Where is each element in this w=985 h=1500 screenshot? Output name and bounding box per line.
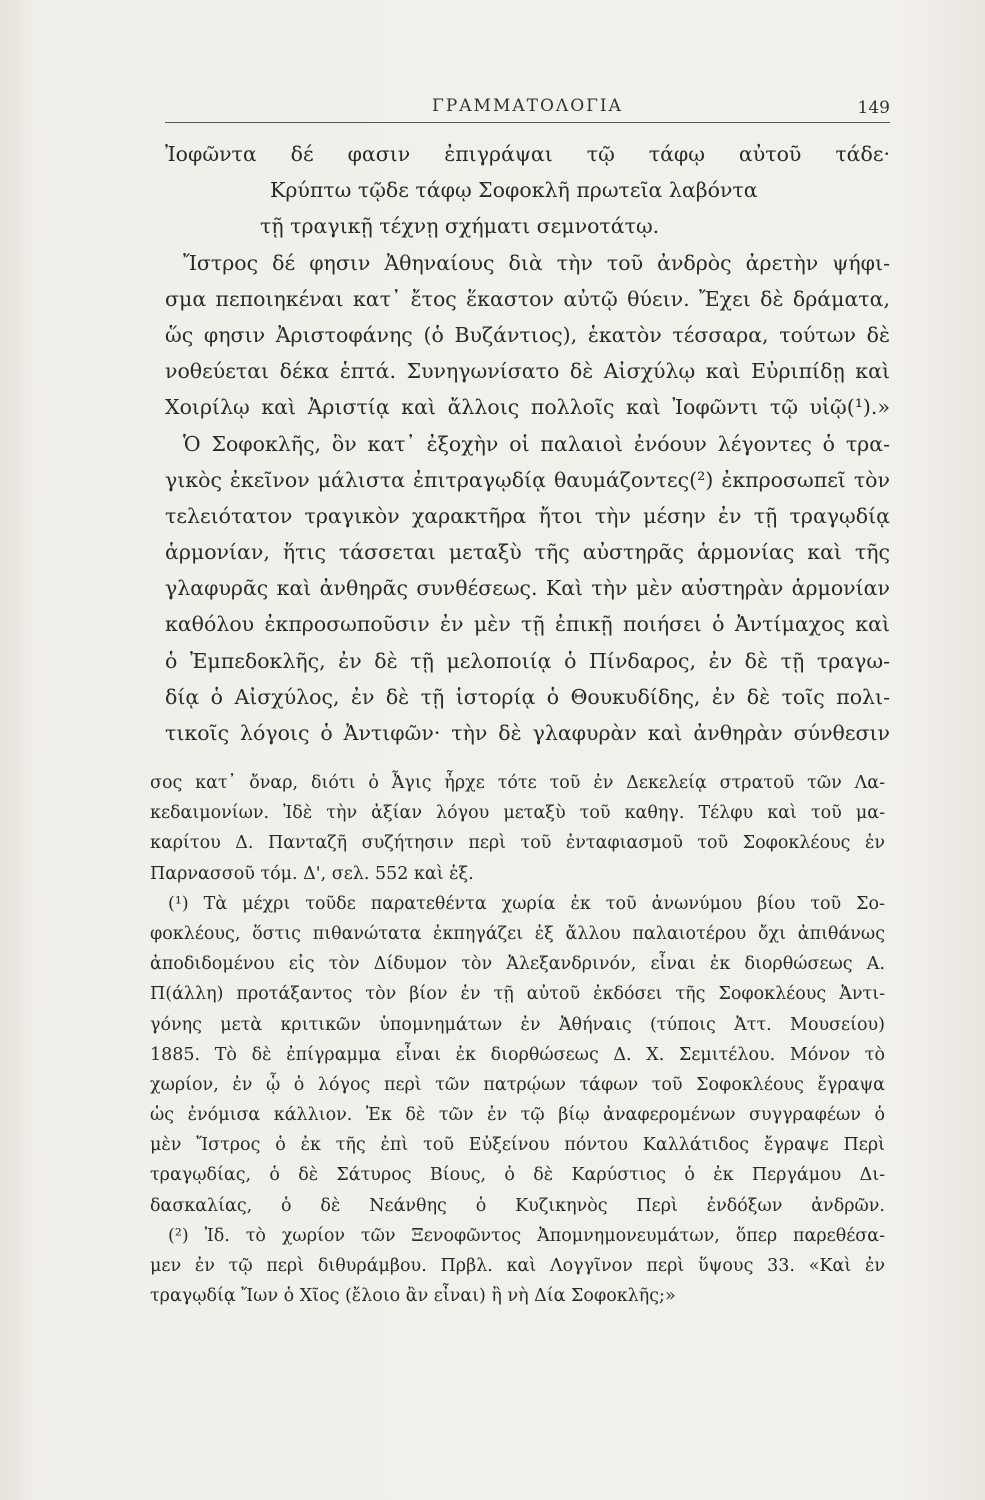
text-line: γλαφυρᾶς καὶ ἀνθηρᾶς συνθέσεως. Καὶ τὴν μὲν αὐστηρὰν ἁρμονίαν bbox=[165, 576, 890, 601]
footnote-line: δασκαλίας, ὁ δὲ Νεάνθης ὁ Κυζικηνὸς Περὶ ἐνδόξων ἀνδρῶν. bbox=[150, 1195, 885, 1216]
text-line: καθόλου ἐκπροσωποῦσιν ἐν μὲν τῇ ἐπικῇ ποιήσει ὁ Ἀντίμαχος καὶ bbox=[165, 612, 890, 637]
text-line: τελειότατον τραγικὸν χαρακτῆρα ἤτοι τὴν μέσην ἐν τῇ τραγῳδίᾳ bbox=[165, 503, 890, 528]
footnote-line: ὡς ἐνόμισα κάλλιον. Ἐκ δὲ τῶν ἐν τῷ βίῳ ἀναφερομένων συγγραφέων ὁ bbox=[150, 1105, 885, 1126]
text-line: Χοιρίλῳ καὶ Ἀριστίᾳ καὶ ἄλλοις πολλοῖς καὶ Ἰοφῶντι τῷ υἱῷ(¹).» bbox=[165, 395, 890, 420]
footnote-line: γόνης μετὰ κριτικῶν ὑπομνημάτων ἐν Ἀθήναις (τύποις Ἀττ. Μουσείου) bbox=[150, 1014, 885, 1035]
page-header bbox=[165, 92, 890, 123]
footnote-line: Παρνασσοῦ τόμ. Δ', σελ. 552 καὶ ἑξ. bbox=[150, 863, 474, 884]
footnote-line: καρίτου Δ. Πανταζῆ συζήτησιν περὶ τοῦ ἐνταφιασμοῦ τοῦ Σοφοκλέους ἐν bbox=[150, 833, 885, 854]
text-line: Ἴστρος δέ φησιν Ἀθηναίους διὰ τὴν τοῦ ἀνδρὸς ἀρετὴν ψήφι- bbox=[183, 250, 890, 275]
footnote-line: κεδαιμονίων. Ἰδὲ τὴν ἀξίαν λόγου μεταξὺ τοῦ καθηγ. Τέλφυ καὶ τοῦ μα- bbox=[150, 803, 885, 824]
text-line: ὁ Ἐμπεδοκλῆς, ἐν δὲ τῇ μελοποιίᾳ ὁ Πίνδαρος, ἐν δὲ τῇ τραγω- bbox=[165, 648, 890, 673]
text-line: νοθεύεται δέκα ἑπτά. Συνηγωνίσατο δὲ Αἰσχύλῳ καὶ Εὐριπίδῃ καὶ bbox=[165, 359, 890, 384]
text-line: Ὁ Σοφοκλῆς, ὃν κατ᾽ ἐξοχὴν οἱ παλαιοὶ ἐνόουν λέγοντες ὁ τρα- bbox=[183, 431, 890, 456]
footnote-line: Π(άλλη) προτάξαντος τὸν βίον ἐν τῇ αὐτοῦ ἐκδόσει τῆς Σοφοκλέους Ἀντι- bbox=[150, 984, 885, 1005]
text-line: τικοῖς λόγοις ὁ Ἀντιφῶν· τὴν δὲ γλαφυρὰν καὶ ἀνθηρὰν σύνθεσιν bbox=[165, 721, 890, 745]
footnote-line: ἀποδιδομένου εἰς τὸν Δίδυμον τὸν Ἀλεξανδρινόν, εἶναι ἐκ διορθώσεως Α. bbox=[150, 954, 885, 975]
footnote-line: (²) Ἰδ. τὸ χωρίον τῶν Ξενοφῶντος Ἀπομνημονευμάτων, ὅπερ παρεθέσα- bbox=[168, 1225, 885, 1246]
footnotes bbox=[150, 768, 885, 1311]
text-line: δίᾳ ὁ Αἰσχύλος, ἐν δὲ τῇ ἱστορίᾳ ὁ Θουκυδίδης, ἐν δὲ τοῖς πολι- bbox=[165, 684, 890, 709]
footnote-line: τραγῳδίας, ὁ δὲ Σάτυρος Βίους, ὁ δὲ Καρύστιος ὁ ἐκ Περγάμου Δι- bbox=[150, 1165, 885, 1186]
verse-line: Κρύπτω τῷδε τάφῳ Σοφοκλῆ πρωτεῖα λαβόντα bbox=[270, 178, 758, 203]
text-line: γικὸς ἐκεῖνον μάλιστα ἐπιτραγῳδίᾳ θαυμάζοντες(²) ἐκπροσωπεῖ τὸν bbox=[165, 467, 890, 492]
page-number: 149 bbox=[857, 98, 890, 118]
footnote-line: 1885. Τὸ δὲ ἐπίγραμμα εἶναι ἐκ διορθώσεως Δ. Χ. Σεμιτέλου. Μόνον τὸ bbox=[150, 1044, 885, 1065]
text-line: ἁρμονίαν, ἥτις τάσσεται μεταξὺ τῆς αὐστηρᾶς ἁρμονίας καὶ τῆς bbox=[165, 540, 890, 565]
footnote-line: σος κατ᾽ ὄναρ, διότι ὁ Ἆγις ἦρχε τότε τοῦ ἐν Δεκελείᾳ στρατοῦ τῶν Λα- bbox=[150, 773, 885, 793]
footnote-line: τραγῳδίᾳ Ἴων ὁ Χῖος (ἔλοιο ἂν εἶναι) ἢ νὴ Δία Σοφοκλῆς;» bbox=[150, 1286, 676, 1307]
footnote-line: χωρίον, ἐν ᾧ ὁ λόγος περὶ τῶν πατρῴων τάφων τοῦ Σοφοκλέους ἔγραψα bbox=[150, 1074, 885, 1095]
text-line: ὥς φησιν Ἀριστοφάνης (ὁ Βυζάντιος), ἑκατὸν τέσσαρα, τούτων δὲ bbox=[165, 322, 890, 347]
main-text bbox=[165, 136, 890, 751]
footnote-line: μὲν Ἴστρος ὁ ἐκ τῆς ἐπὶ τοῦ Εὐξείνου πόντου Καλλάτιδος ἔγραψε Περὶ bbox=[150, 1135, 885, 1156]
verse-line: τῇ τραγικῇ τέχνῃ σχήματι σεμνοτάτῳ. bbox=[260, 214, 660, 239]
footnote-line: μεν ἐν τῷ περὶ διθυράμβου. Πρβλ. καὶ Λογγῖνον περὶ ὕψους 33. «Καὶ ἐν bbox=[150, 1256, 885, 1276]
text-line: σμα πεποιηκέναι κατ᾽ ἔτος ἕκαστον αὐτῷ θύειν. Ἔχει δὲ δράματα, bbox=[165, 286, 890, 311]
text-line: Ἰοφῶντα δέ φασιν ἐπιγράψαι τῷ τάφῳ αὐτοῦ τάδε· bbox=[165, 142, 890, 166]
footnote-line: φοκλέους, ὅστις πιθανώτατα ἐκπηγάζει ἐξ ἄλλου παλαιοτέρου ὄχι ἀπιθάνως bbox=[150, 923, 885, 944]
footnote-line: (¹) Τὰ μέχρι τοῦδε παρατεθέντα χωρία ἐκ τοῦ ἀνωνύμου βίου τοῦ Σο- bbox=[168, 893, 885, 914]
running-head: ΓΡΑΜΜΑΤΟΛΟΓΙΑ bbox=[432, 96, 623, 116]
